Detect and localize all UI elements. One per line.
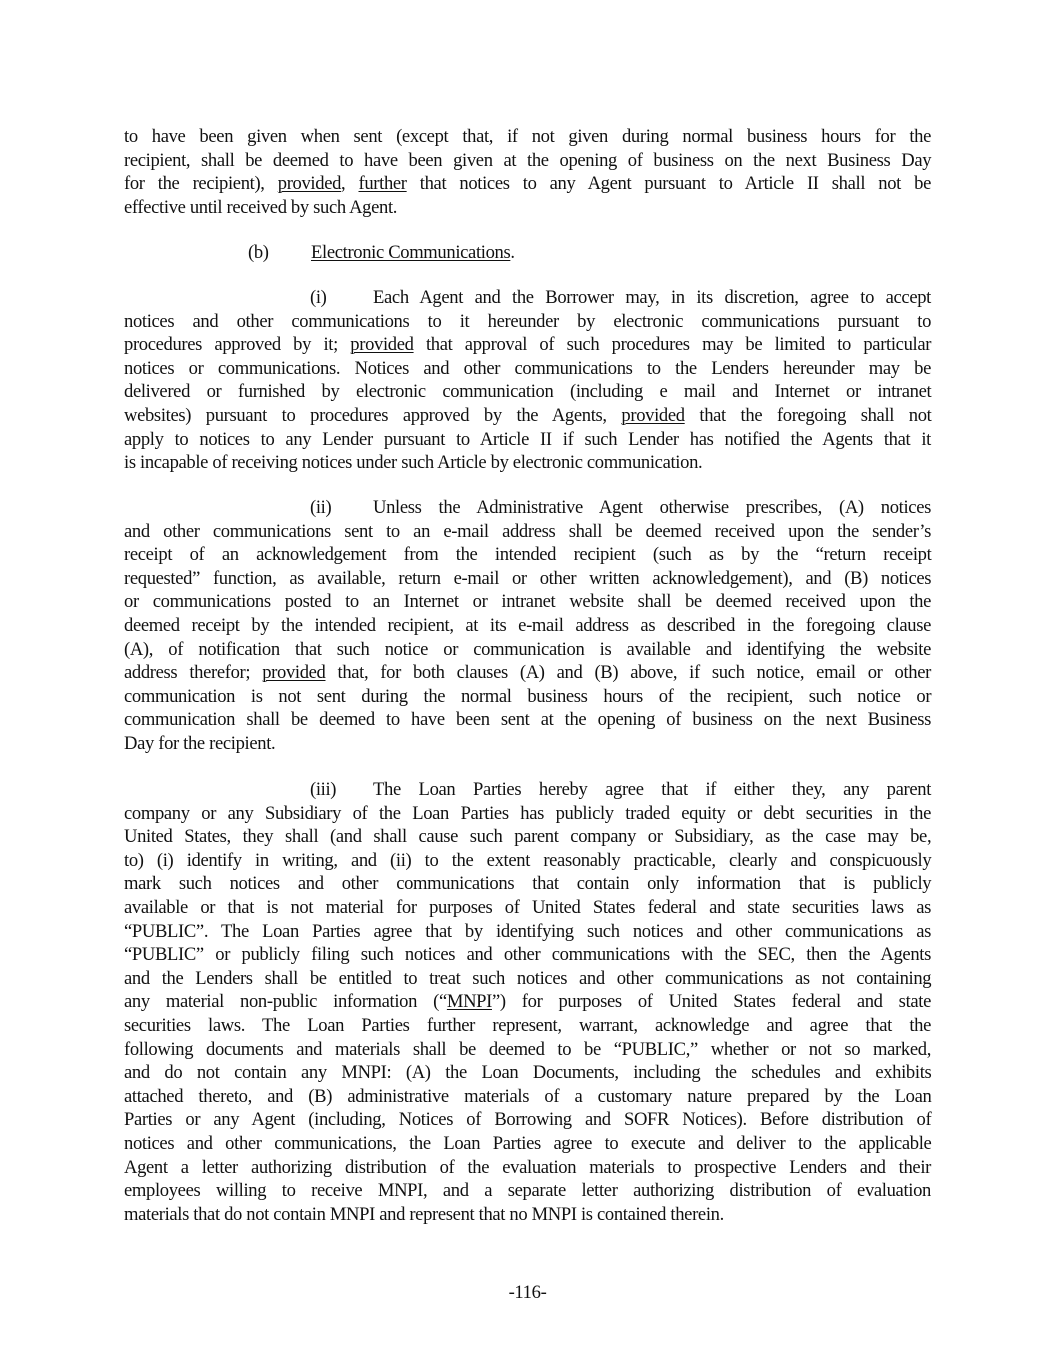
- text-segment: effective until received by such Agent.: [124, 196, 398, 218]
- section-b-title: [311, 241, 515, 265]
- text-segment: Agent a letter authorizing distribution of the evaluation materials to prospective Lenders and their: [124, 1156, 931, 1178]
- clause-label: (ii): [310, 497, 332, 518]
- text-segment: and do not contain any MNPI: (A) the Loan Documents, including the schedules and exhibits: [124, 1062, 932, 1084]
- text-segment: materials that do not contain MNPI and represent that no MNPI is contained therein.: [124, 1203, 724, 1225]
- text-segment: that, for both clauses (A) and (B) above, if such notice, email or other: [325, 662, 931, 684]
- text-segment: that approval of such procedures may be limited to particular: [413, 334, 932, 356]
- text-line: [124, 1203, 931, 1227]
- text-segment: company or any Subsidiary of the Loan Parties has publicly traded equity or debt securities in the: [124, 802, 931, 824]
- underlined-term: provided: [277, 173, 342, 195]
- text-segment: securities laws. The Loan Parties further represent, warrant, acknowledge and agree that the: [124, 1014, 931, 1036]
- text-segment: Parties or any Agent (including, Notices of Borrowing and SOFR Notices). Before distribution of: [124, 1109, 932, 1131]
- text-segment: ”) for purposes of United States federal and state: [491, 991, 932, 1013]
- text-segment: and the Lenders shall be entitled to treat such notices and other communications as not containing: [124, 967, 932, 989]
- clause-iii-paragraph: [124, 778, 931, 1226]
- text-line: [124, 380, 931, 404]
- text-line: [124, 1108, 931, 1132]
- text-segment: notices and other communications, the Loan Parties agree to execute and deliver to the applicable: [124, 1132, 932, 1154]
- text-line: [124, 943, 931, 967]
- text-line: [124, 1132, 931, 1156]
- text-line: [124, 286, 931, 310]
- text-line: [124, 496, 931, 520]
- clause-i-paragraph: [124, 286, 931, 475]
- text-segment: delivered or furnished by electronic communication (including e mail and Internet or intranet: [124, 381, 932, 403]
- text-segment: “PUBLIC” or publicly filing such notices and other communications with the SEC, then the Agents: [124, 944, 931, 966]
- text-line: [124, 1085, 931, 1109]
- text-segment: to) (i) identify in writing, and (ii) to the extent reasonably practicable, clearly and conspicuously: [124, 849, 932, 871]
- text-segment: deemed receipt by the intended recipient, at its e-mail address as described in the foregoing clause: [124, 614, 932, 636]
- text-segment: available or that is not material for purposes of United States federal and state securities laws as: [124, 896, 931, 918]
- text-segment: to have been given when sent (except that, if not given during normal business hours for the: [124, 126, 931, 147]
- text-segment: and other communications sent to an e-mail address shall be deemed received upon the sender’s: [124, 520, 931, 542]
- text-line: [124, 310, 931, 334]
- text-segment: recipient, shall be deemed to have been given at the opening of business on the next Business Day: [124, 149, 932, 171]
- text-segment: websites) pursuant to procedures approved by the Agents,: [124, 404, 622, 426]
- text-line: [124, 990, 931, 1014]
- text-segment: notices and other communications to it hereunder by electronic communications pursuant to: [124, 310, 932, 332]
- text-line: [124, 428, 931, 452]
- section-b-label: (b): [248, 242, 269, 263]
- text-segment: The Loan Parties hereby agree that if either they, any parent: [373, 779, 932, 800]
- text-segment: Unless the Administrative Agent otherwise prescribes, (A) notices: [373, 497, 931, 518]
- text-line: [124, 967, 931, 991]
- text-segment: communication shall be deemed to have been sent at the opening of business on the next Business: [124, 709, 931, 731]
- text-line: [124, 149, 931, 173]
- clause-ii-paragraph: [124, 496, 931, 756]
- clause-label: (iii): [310, 779, 337, 800]
- underlined-term: further: [358, 173, 407, 195]
- text-line: [124, 708, 931, 732]
- text-line: [124, 1038, 931, 1062]
- text-line: [124, 357, 931, 381]
- underlined-term: MNPI: [446, 991, 492, 1013]
- page-number: -116-: [508, 1282, 547, 1303]
- text-line: [124, 732, 931, 756]
- text-segment: ,: [341, 173, 359, 195]
- text-line: [124, 1179, 931, 1203]
- text-line: [124, 849, 931, 873]
- text-line: [124, 172, 931, 196]
- text-line: [124, 638, 931, 662]
- text-segment: Each Agent and the Borrower may, in its discretion, agree to accept: [373, 287, 931, 308]
- text-line: [124, 567, 931, 591]
- text-line: [124, 520, 931, 544]
- text-line: [124, 125, 931, 149]
- text-line: [124, 1061, 931, 1085]
- text-segment: (A), of notification that such notice or communication is available and identifying the website: [124, 638, 931, 660]
- text-line: [124, 451, 931, 475]
- text-segment: procedures approved by it;: [124, 334, 351, 356]
- text-line: [124, 196, 931, 220]
- text-line: [124, 778, 931, 802]
- text-line: [124, 1014, 931, 1038]
- text-segment: United States, they shall (and shall cause such parent company or Subsidiary, as the case may be,: [124, 826, 932, 848]
- text-segment: employees willing to receive MNPI, and a separate letter authorizing distribution of evaluation: [124, 1180, 931, 1202]
- text-segment: any material non-public information (“: [124, 991, 447, 1013]
- text-segment: communication is not sent during the normal business hours of the recipient, such notice or: [124, 685, 932, 707]
- text-segment: mark such notices and other communications that contain only information that is publicly: [124, 873, 932, 895]
- text-line: [124, 543, 931, 567]
- text-segment: receipt of an acknowledgement from the intended recipient (such as by the “return receipt: [124, 544, 932, 566]
- text-segment: Day for the recipient.: [124, 732, 276, 754]
- text-line: [124, 896, 931, 920]
- text-line: [124, 590, 931, 614]
- text-line: [124, 404, 931, 428]
- text-segment: attached thereto, and (B) administrative materials of a customary nature prepared by the Loan: [124, 1085, 932, 1107]
- text-segment: is incapable of receiving notices under such Article by electronic communication.: [124, 452, 703, 474]
- underlined-term: provided: [621, 404, 685, 426]
- text-segment: that the foregoing shall not: [684, 404, 932, 426]
- text-line: [124, 685, 931, 709]
- clause-label: (i): [310, 287, 327, 308]
- text-segment: requested” function, as available, return e-mail or other written acknowledgement), and (B) notices: [124, 567, 932, 589]
- text-segment: that notices to any Agent pursuant to Article II shall not be: [406, 173, 931, 195]
- text-line: [124, 1156, 931, 1180]
- text-line: [124, 920, 931, 944]
- text-segment: address therefor;: [124, 662, 263, 684]
- text-segment: following documents and materials shall be deemed to be “PUBLIC,” whether or not so marked,: [124, 1038, 931, 1060]
- text-segment: apply to notices to any Lender pursuant to Article II if such Lender has notified the Agents that it: [124, 428, 931, 450]
- section-b-title-text: Electronic Communications: [311, 242, 511, 263]
- text-line: [124, 614, 931, 638]
- text-line: [124, 872, 931, 896]
- text-segment: “PUBLIC”. The Loan Parties agree that by identifying such notices and other communications as: [124, 920, 931, 942]
- text-segment: or communications posted to an Internet or intranet website shall be deemed received upon the: [124, 591, 931, 613]
- text-line: [124, 333, 931, 357]
- section-b-title-suffix: .: [510, 242, 515, 263]
- text-segment: notices or communications. Notices and other communications to the Lenders hereunder may be: [124, 357, 931, 379]
- intro-paragraph: [124, 125, 931, 219]
- underlined-term: provided: [262, 662, 326, 684]
- text-segment: for the recipient),: [124, 173, 278, 195]
- text-line: [124, 802, 931, 826]
- text-line: [124, 661, 931, 685]
- text-line: [124, 825, 931, 849]
- underlined-term: provided: [350, 334, 414, 356]
